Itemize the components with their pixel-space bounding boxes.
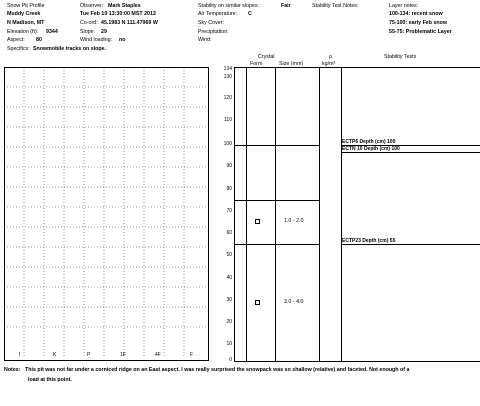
profile-title: Snow Pit Profile [7, 3, 45, 9]
sky-cover-label: Sky Cover: [198, 20, 224, 26]
crystal-form-icon [255, 300, 260, 305]
depth-tick-label: 40 [226, 275, 232, 281]
hardness-tick-label: 1F [120, 352, 126, 358]
depth-tick-label: 50 [226, 252, 232, 258]
depth-tick-label: 20 [226, 319, 232, 325]
depth-tick-label: 0 [229, 357, 232, 363]
layer-boundary [234, 244, 319, 245]
layer-notes-label: Layer notes: [389, 3, 419, 9]
density-heading: ρ [329, 54, 333, 60]
observer-label: Observer: [80, 3, 104, 9]
depth-tick-label: 120 [223, 95, 232, 101]
depth-tick-label: 10 [226, 341, 232, 347]
observation-date: Tue Feb 19 13:30:00 MST 2013 [80, 11, 156, 17]
stability-label: Stability on similar slopes: [198, 3, 259, 9]
density-unit: kg/m³ [322, 61, 336, 67]
form-heading: Form [250, 61, 263, 67]
hardness-tick-label: 4F [155, 352, 161, 358]
hardness-tick-label: I [19, 352, 21, 358]
air-temp-label: Air Temperature: [198, 11, 238, 17]
depth-tick-label: 90 [226, 163, 232, 169]
crystal-heading: Crystal [258, 54, 275, 60]
coord-label: Co-ord: [80, 20, 98, 26]
slope-value: 29 [101, 29, 107, 35]
crystal-size: 1.0 - 2.0 [284, 218, 304, 224]
aspect-label: Aspect: [7, 37, 25, 43]
stability-test-result: ECTN 10 Depth (cm) 100 [342, 146, 400, 152]
depth-tick-label: 110 [224, 117, 232, 123]
hardness-grid [4, 67, 209, 361]
layer-note: 100-134: recent snow [389, 11, 443, 17]
elevation-label: Elevation (ft): [7, 29, 39, 35]
depth-tick-label: 70 [226, 208, 232, 214]
depth-tick-label: 60 [226, 230, 232, 236]
observer-value: Mark Staples [108, 3, 141, 9]
aspect-value: 80 [36, 37, 42, 43]
crystal-size: 3.0 - 4.0 [284, 299, 304, 305]
depth-tick-label: 80 [226, 186, 232, 192]
location-name: Muddy Creek [7, 11, 41, 17]
stability-test-notes-label: Stability Test Notes: [312, 3, 359, 9]
elevation-value: 9344 [46, 29, 58, 35]
stability-value: Fair [281, 3, 291, 9]
depth-tick-label: 30 [226, 297, 232, 303]
crystal-form-icon [255, 219, 260, 224]
location-area: N Madison, MT [7, 20, 45, 26]
notes-label: Notes: [4, 367, 21, 373]
depth-tick-label: 134 [223, 66, 232, 72]
coord-value: 45.1983 N 111.47969 W [101, 20, 158, 26]
stability-test-result: ECTP23 Depth (cm) 55 [342, 238, 396, 244]
specifics-value: Snowmobile tracks on slope. [33, 46, 106, 52]
wind-label: Wind: [198, 37, 212, 43]
slope-label: Slope: [80, 29, 96, 35]
wind-loading-label: Wind loading: [80, 37, 113, 43]
precipitation-label: Precipitation: [198, 29, 229, 35]
layer-boundary [234, 200, 319, 201]
stability-test-result: ECTP6 Depth (cm) 100 [342, 139, 396, 145]
notes-text: This pit was not far under a corniced ridge on an East aspect. I was really surprised the snowpack was so shallow (relative) and faceted. Not enough of a [25, 367, 410, 373]
layer-note: 75-100: early Feb snow [389, 20, 447, 26]
stability-tests-heading: Stability Tests [384, 54, 417, 60]
specifics-label: Specifics: [7, 46, 30, 52]
layer-note: 55-75: Problematic Layer [389, 29, 452, 35]
notes-text: load at this point. [28, 377, 72, 383]
hardness-tick-label: F [190, 352, 194, 358]
depth-tick-label: 130 [223, 74, 232, 80]
size-heading: Size (mm) [279, 61, 304, 67]
air-temp-value: C [248, 11, 252, 17]
hardness-tick-label: P [87, 352, 91, 358]
wind-loading-value: no [119, 37, 126, 43]
layer-boundary [234, 145, 319, 146]
hardness-tick-label: K [53, 352, 57, 358]
depth-tick-label: 100 [223, 141, 232, 147]
